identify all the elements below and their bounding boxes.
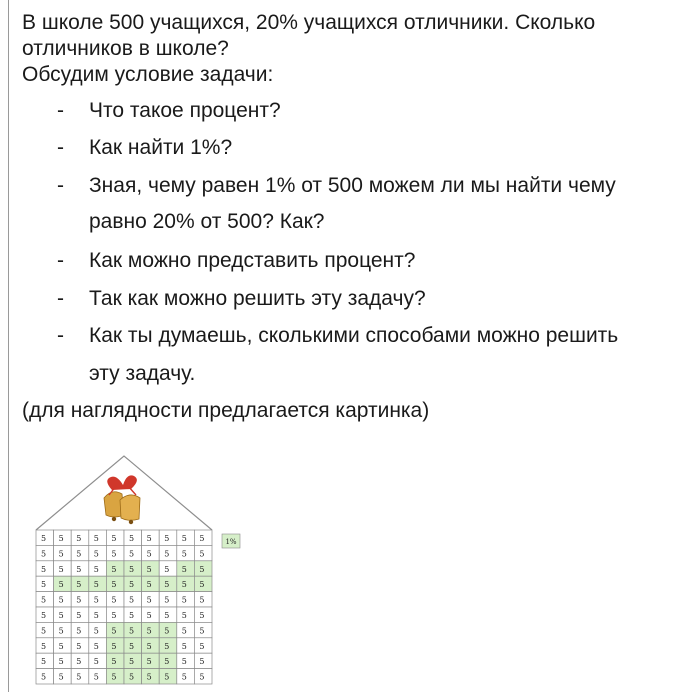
grid-cell-value: 5 — [111, 595, 117, 605]
grid-cell-value: 5 — [164, 641, 170, 651]
problem-line-2: отличников в школе? — [22, 37, 229, 60]
grid-cell-value: 5 — [58, 626, 64, 636]
grid-cell-value: 5 — [58, 549, 64, 559]
grid-cell-value: 5 — [76, 641, 82, 651]
grid-cell-value: 5 — [146, 611, 152, 620]
grid-cell-value: 5 — [111, 641, 117, 651]
grid-cell-value: 5 — [146, 564, 152, 574]
grid-cell-value: 5 — [129, 626, 135, 636]
grid-cell-value: 5 — [111, 580, 117, 590]
grid-cell-value: 5 — [146, 672, 152, 682]
list-bullet: - — [57, 136, 64, 159]
question-how-to-solve: Так как можно решить эту задачу? — [89, 287, 426, 310]
question-twenty-percent-line-2: равно 20% от 500? Как? — [89, 210, 325, 233]
grid-cell-value: 5 — [164, 626, 170, 636]
grid-cell-value: 5 — [41, 595, 47, 605]
question-how-many-ways-line-2: эту задачу. — [89, 362, 196, 385]
grid-cell-value: 5 — [76, 672, 82, 682]
grid-cell-value: 5 — [93, 657, 99, 667]
grid-cell-value: 5 — [93, 595, 99, 605]
grid-cell-value: 5 — [41, 672, 47, 682]
grid-cell-value: 5 — [181, 672, 187, 682]
list-bullet: - — [57, 249, 64, 272]
grid-cell-value: 5 — [41, 626, 47, 636]
grid-cell-value: 5 — [76, 580, 82, 590]
grid-cell-value: 5 — [181, 641, 187, 651]
grid-cell-value: 5 — [111, 672, 117, 682]
grid-cell-value: 5 — [76, 595, 82, 605]
grid-cell-value: 5 — [129, 564, 135, 574]
grid-cell-value: 5 — [111, 657, 117, 667]
grid-cell-value: 5 — [58, 534, 64, 543]
grid-cell-value: 5 — [199, 626, 205, 636]
grid-cell-value: 5 — [164, 657, 170, 667]
grid-cell-value: 5 — [58, 672, 64, 682]
question-twenty-percent-line-1: Зная, чему равен 1% от 500 можем ли мы найти чему — [89, 174, 616, 197]
grid-cell-value: 5 — [199, 611, 205, 620]
grid-cell-value: 5 — [146, 534, 152, 543]
grid-cell-value: 5 — [199, 657, 205, 667]
illustration-note: (для наглядности предлагается картинка) — [22, 399, 430, 422]
grid-cell-value: 5 — [111, 626, 117, 636]
grid-cell-value: 5 — [111, 564, 117, 574]
grid-cell-value: 5 — [129, 672, 135, 682]
grid-cell-value: 5 — [164, 595, 170, 605]
grid-cell-value: 5 — [146, 595, 152, 605]
grid-cell-value: 5 — [199, 534, 205, 543]
grid-cell-value: 5 — [76, 549, 82, 559]
grid-cell-value: 5 — [146, 626, 152, 636]
grid-cell-value: 5 — [93, 626, 99, 636]
grid-cell-value: 5 — [41, 580, 47, 590]
grid-cell-value: 5 — [41, 641, 47, 651]
grid-cell-value: 5 — [146, 580, 152, 590]
question-find-one-percent: Как найти 1%? — [89, 136, 233, 159]
grid-cell-value: 5 — [76, 564, 82, 574]
grid-cell-value: 5 — [129, 549, 135, 559]
grid-cell-value: 5 — [181, 549, 187, 559]
grid-cell-value: 5 — [93, 549, 99, 559]
problem-line-1: В школе 500 учащихся, 20% учащихся отличники. Сколько — [22, 11, 596, 34]
grid-cell-value: 5 — [111, 549, 117, 559]
grid-cell-value: 5 — [111, 534, 117, 543]
list-bullet: - — [57, 99, 64, 122]
grid-cell-value: 5 — [76, 611, 82, 620]
grid-cell-value: 5 — [199, 641, 205, 651]
grid-cell-value: 5 — [93, 641, 99, 651]
grid-cell-value: 5 — [181, 534, 187, 543]
grid-cell-value: 5 — [58, 611, 64, 620]
grid-cell-value: 5 — [181, 657, 187, 667]
grid-cell-value: 5 — [181, 595, 187, 605]
question-what-is-percent: Что такое процент? — [89, 99, 281, 122]
list-bullet: - — [57, 287, 64, 310]
grid-cell-value: 5 — [41, 657, 47, 667]
grid-cell-value: 5 — [93, 564, 99, 574]
grid-cell-value: 5 — [111, 611, 117, 620]
grid-cell-value: 5 — [129, 611, 135, 620]
grid-cell-value: 5 — [199, 672, 205, 682]
grid-cell-value: 5 — [58, 580, 64, 590]
percent-grid — [36, 530, 212, 684]
grid-cell-value: 5 — [58, 595, 64, 605]
question-how-many-ways-line-1: Как ты думаешь, сколькими способами можно решить — [89, 324, 619, 347]
grid-cell-value: 5 — [199, 549, 205, 559]
grid-cell-value: 5 — [41, 611, 47, 620]
legend-label: 1% — [225, 538, 237, 546]
grid-cell-value: 5 — [76, 626, 82, 636]
grid-cell-value: 5 — [164, 672, 170, 682]
grid-cell-value: 5 — [93, 580, 99, 590]
grid-cell-value: 5 — [93, 672, 99, 682]
grid-cell-value: 5 — [146, 549, 152, 559]
grid-cell-value: 5 — [93, 534, 99, 543]
grid-cell-value: 5 — [181, 626, 187, 636]
grid-cell-value: 5 — [164, 580, 170, 590]
grid-cell-value: 5 — [41, 564, 47, 574]
grid-cell-value: 5 — [146, 657, 152, 667]
list-bullet: - — [57, 324, 64, 347]
grid-cell-value: 5 — [164, 611, 170, 620]
grid-cell-value: 5 — [181, 611, 187, 620]
grid-cell-value: 5 — [58, 657, 64, 667]
grid-cell-value: 5 — [129, 534, 135, 543]
grid-cell-value: 5 — [181, 580, 187, 590]
grid-cell-value: 5 — [76, 657, 82, 667]
grid-cell-value: 5 — [93, 611, 99, 620]
grid-cell-value: 5 — [164, 549, 170, 559]
grid-cell-value: 5 — [164, 534, 170, 543]
grid-cell-value: 5 — [129, 641, 135, 651]
question-represent-percent: Как можно представить процент? — [89, 249, 416, 272]
grid-cell-value: 5 — [146, 641, 152, 651]
grid-cell-value: 5 — [41, 549, 47, 559]
grid-cell-value: 5 — [199, 580, 205, 590]
grid-cell-value: 5 — [199, 595, 205, 605]
list-bullet: - — [57, 174, 64, 197]
grid-cell-value: 5 — [41, 534, 47, 543]
grid-cell-value: 5 — [58, 641, 64, 651]
grid-cell-value: 5 — [129, 595, 135, 605]
legend — [222, 534, 240, 548]
grid-cell-value: 5 — [164, 564, 170, 574]
grid-cell-value: 5 — [199, 564, 205, 574]
grid-cell-value: 5 — [76, 534, 82, 543]
grid-cell-value: 5 — [181, 564, 187, 574]
bells-icon — [104, 475, 140, 524]
grid-cell-value: 5 — [58, 564, 64, 574]
discussion-heading: Обсудим условие задачи: — [22, 63, 274, 86]
grid-cell-value: 5 — [129, 580, 135, 590]
grid-cell-value: 5 — [129, 657, 135, 667]
